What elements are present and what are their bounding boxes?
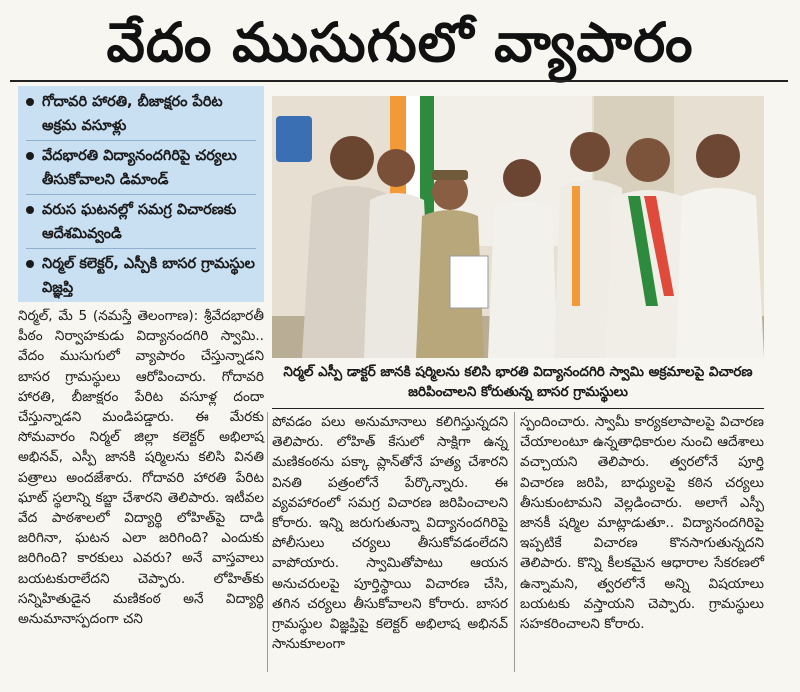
caption-rule <box>272 408 764 409</box>
highlight-item <box>26 252 256 302</box>
news-photo <box>272 96 764 358</box>
bullet-icon <box>26 206 34 214</box>
highlight-text: నిర్మల్ కలెక్టర్, ఎస్పీకి బాసర గ్రామస్థుల విజ్ఞప్తి <box>42 256 255 296</box>
article-column-3: స్పందించారు. స్వామీ కార్యకలాపాలపై విచారణ చేయాలంటూ ఉన్నతాధికారుల నుంచి ఆదేశాలు వచ్చాయని తెలిపారు. త్వరలోనే పూర్తి విచారణ జరిపి, బాధ్యులపై కఠిన చర్యలు తీసుకుంటామని వెల్లడించారు. అలాగే ఎస్పీ జానకీ షర్మిల మాట్లాడుతూ.. విద్యానందగిరిపై ఇప్పటికే విచారణ కొనసాగుతున్నదని తెలిపారు. కొన్ని కీలకమైన ఆధారాల సేకరణలో ఉన్నామని, త్వరలోనే అన్ని విషయాలు బయటకు వస్తాయని చెప్పారు. గ్రామస్థులు సహకరించాలని కోరారు. <box>520 414 764 633</box>
column-separator <box>267 412 268 672</box>
emblem-icon <box>276 116 312 162</box>
column-separator <box>514 412 515 672</box>
highlight-text: వరుస ఘటనల్లో సమగ్ర విచారణకు ఆదేశమివ్వండి <box>42 202 237 242</box>
petition-document-icon <box>450 256 488 308</box>
headline: వేదం ముసుగులో వ్యాపారం <box>106 11 694 74</box>
headline-rule <box>10 80 788 82</box>
highlight-item <box>26 198 256 249</box>
highlight-item <box>26 144 256 195</box>
group-photo-illustration <box>272 96 764 358</box>
bullet-icon <box>26 152 34 160</box>
bullet-icon <box>26 98 34 106</box>
article-column-2: పోవడం పలు అనుమానాలు కలిగిస్తున్నదని తెలిపారు. లోహిత్ కేసులో సాక్షిగా ఉన్న మణికంఠను పక్కా ప్లాన్‌తోనే హత్య చేశారని వినతి పత్రంలోనే పేర్కొన్నారు. ఈ వ్యవహారంలో సమగ్ర విచారణ జరిపించాలని కోరారు. ఇన్ని జరుగుతున్నా విద్యానందగిరిపై పోలీసులు చర్యలు తీసుకోవడంలేదని వాపోయారు. స్వామితోపాటు ఆయన అనుచరులపై పూర్తిస్థాయి విచారణ చేసి, తగిన చర్యలు తీసుకోవాలని కోరారు. బాసర గ్రామస్థుల విజ్ఞప్తిపై కలెక్టర్ అభిలాష అభినవ్ సానుకూలంగా <box>272 414 508 653</box>
photo-caption: నిర్మల్ ఎస్పీ డాక్టర్ జానకి షర్మిలను కలిసి భారతి విద్యానందగిరి స్వామి అక్రమాలపై విచారణ జరిపించాలని కోరుతున్న బాసర గ్రామస్థులు <box>283 364 753 400</box>
highlight-text: గోదావరి హారతి, బీజాక్షరం పేరిట అక్రమ వసూళ్లు <box>42 94 223 134</box>
article-column-1: నిర్మల్, మే 5 (నమస్తే తెలంగాణ): శ్రీవేదభారతీ పీఠం నిర్వాహకుడు విద్యానందగిరి స్వామి.. వేదం ముసుగులో వ్యాపారం చేస్తున్నాడని బాసర గ్రామస్థులు ఆరోపించారు. గోదావరి హారతి, బీజాక్షరం పేరిట వసూళ్ల దందా చేస్తున్నాడని మండిపడ్డారు. ఈ మేరకు సోమవారం నిర్మల్ జిల్లా కలెక్టర్ అభిలాష అభినవ్, ఎస్పీ జానకి షర్మిలను కలిసి వినతి పత్రాలు అందజేశారు. గోదావరి హారతి పేరిట ఘాట్ స్థలాన్ని కబ్జా చేశారని తెలిపారు. ఇటీవల వేద పాఠశాలలో విద్యార్థి లోహిత్‌పై దాడి జరిగినా, ఘటన ఎలా జరిగింది? ఎందుకు జరిగింది? కారకులు ఎవరు? అనే వాస్తవాలు బయటకురాలేదని చెప్పారు. లోహిత్‌కు సన్నిహితుడైన మణికంఠ అనే విద్యార్థి అనుమానాస్పదంగా చని <box>18 308 264 628</box>
highlights-box <box>18 86 264 302</box>
highlight-text: వేదభారతి విద్యానందగిరిపై చర్యలు తీసుకోవాలని డిమాండ్ <box>42 148 237 188</box>
highlight-item <box>26 90 256 141</box>
bullet-icon <box>26 260 34 268</box>
